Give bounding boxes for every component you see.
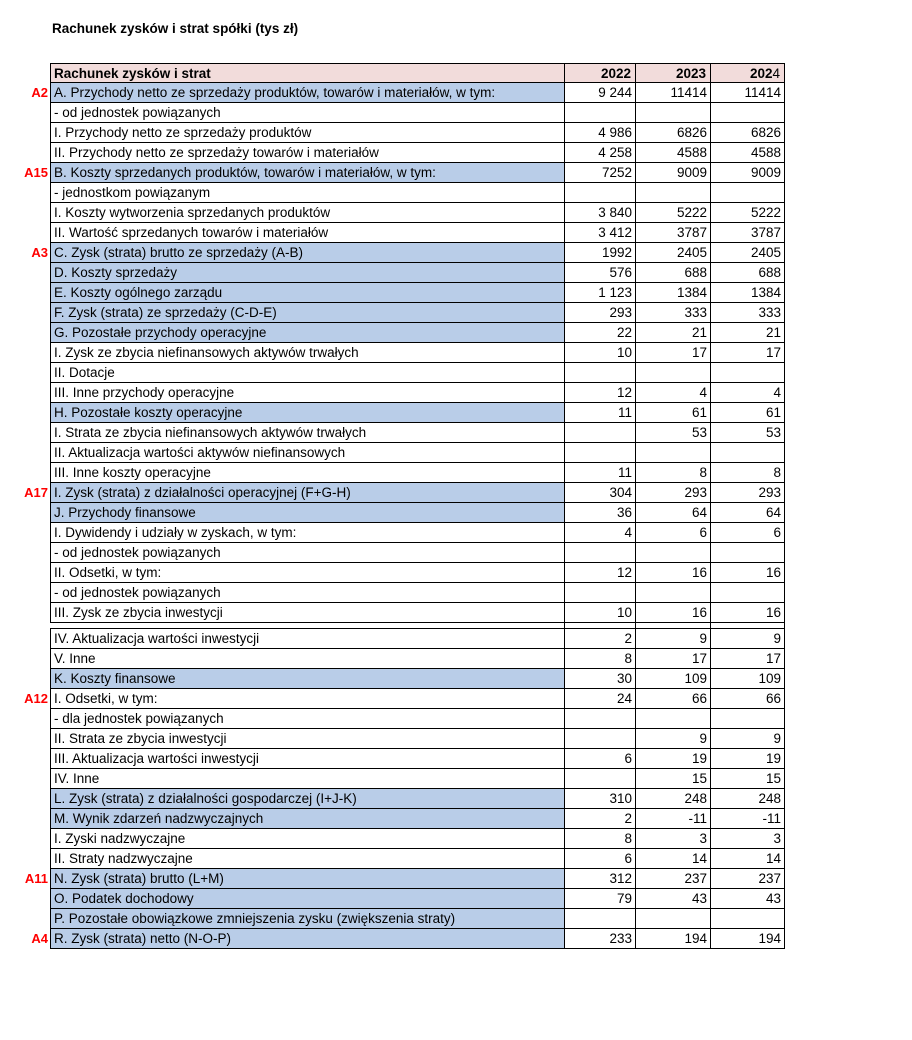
table-row (4, 123, 785, 143)
row-label: M. Wynik zdarzeń nadzwyczajnych (50, 809, 564, 829)
table-row (4, 343, 785, 363)
value-2023: 293 (635, 483, 710, 503)
value-2023: 6 (635, 523, 710, 543)
row-annotation (4, 203, 50, 223)
value-2023: 194 (635, 929, 710, 949)
row-label: I. Dywidendy i udziały w zyskach, w tym: (50, 523, 564, 543)
header-year-2024-regular-part: 4 (772, 66, 780, 81)
table-row (4, 829, 785, 849)
value-2024: 109 (710, 669, 785, 689)
table-row (4, 909, 785, 929)
value-2023: 9 (635, 729, 710, 749)
table-row (4, 103, 785, 123)
value-2023 (635, 103, 710, 123)
table-row (4, 629, 785, 649)
value-2022: 24 (564, 689, 635, 709)
row-annotation (4, 403, 50, 423)
value-2024 (710, 709, 785, 729)
row-label: III. Inne koszty operacyjne (50, 463, 564, 483)
value-2022: 11 (564, 463, 635, 483)
row-annotation (4, 669, 50, 689)
row-label: IV. Inne (50, 769, 564, 789)
row-annotation (4, 363, 50, 383)
header-year-2024 (710, 63, 785, 83)
value-2024 (710, 909, 785, 929)
row-annotation: A3 (31, 245, 48, 260)
table-row (4, 849, 785, 869)
value-2022: 304 (564, 483, 635, 503)
row-annotation (4, 183, 50, 203)
value-2024: 17 (710, 343, 785, 363)
value-2022: 3 412 (564, 223, 635, 243)
table-row (4, 323, 785, 343)
row-label: I. Zysk ze zbycia niefinansowych aktywów trwałych (50, 343, 564, 363)
table-row (4, 543, 785, 563)
value-2024: 333 (710, 303, 785, 323)
row-annotation (4, 443, 50, 463)
table-row (4, 223, 785, 243)
header-year-2022: 2022 (564, 63, 635, 83)
value-2023: 61 (635, 403, 710, 423)
value-2022: 79 (564, 889, 635, 909)
row-label: J. Przychody finansowe (50, 503, 564, 523)
row-annotation (4, 543, 50, 563)
value-2024: 3787 (710, 223, 785, 243)
row-label: II. Strata ze zbycia inwestycji (50, 729, 564, 749)
value-2023: 4588 (635, 143, 710, 163)
table-row (4, 603, 785, 623)
value-2023: 248 (635, 789, 710, 809)
value-2022: 576 (564, 263, 635, 283)
value-2022: 7252 (564, 163, 635, 183)
row-annotation (4, 583, 50, 603)
value-2022: 8 (564, 649, 635, 669)
table-row (4, 363, 785, 383)
row-annotation (4, 503, 50, 523)
value-2023: 5222 (635, 203, 710, 223)
value-2023 (635, 443, 710, 463)
table-row (4, 203, 785, 223)
value-2024: 9 (710, 729, 785, 749)
row-label: - jednostkom powiązanym (50, 183, 564, 203)
value-2023: 3787 (635, 223, 710, 243)
value-2023 (635, 909, 710, 929)
annotation-column-spacer (4, 63, 50, 83)
row-annotation (4, 463, 50, 483)
row-label: II. Przychody netto ze sprzedaży towarów i materiałów (50, 143, 564, 163)
value-2024: 6826 (710, 123, 785, 143)
row-label: V. Inne (50, 649, 564, 669)
row-label: I. Zyski nadzwyczajne (50, 829, 564, 849)
value-2022 (564, 363, 635, 383)
value-2023: 237 (635, 869, 710, 889)
value-2024: 15 (710, 769, 785, 789)
value-2023: 14 (635, 849, 710, 869)
row-label: O. Podatek dochodowy (50, 889, 564, 909)
row-annotation (4, 809, 50, 829)
value-2024: 14 (710, 849, 785, 869)
row-label: III. Inne przychody operacyjne (50, 383, 564, 403)
value-2024: 21 (710, 323, 785, 343)
value-2024: 2405 (710, 243, 785, 263)
row-annotation (4, 383, 50, 403)
value-2022: 6 (564, 849, 635, 869)
value-2024: 17 (710, 649, 785, 669)
value-2022: 10 (564, 343, 635, 363)
value-2022: 12 (564, 383, 635, 403)
row-label: C. Zysk (strata) brutto ze sprzedaży (A-B) (50, 243, 564, 263)
table-row (4, 283, 785, 303)
value-2024: 19 (710, 749, 785, 769)
value-2024 (710, 443, 785, 463)
table-row (4, 729, 785, 749)
value-2022 (564, 103, 635, 123)
value-2024: 53 (710, 423, 785, 443)
value-2022 (564, 583, 635, 603)
row-label: I. Strata ze zbycia niefinansowych aktywów trwałych (50, 423, 564, 443)
row-label: I. Odsetki, w tym: (50, 689, 564, 709)
value-2023: 109 (635, 669, 710, 689)
value-2024: 194 (710, 929, 785, 949)
value-2023: 11414 (635, 83, 710, 103)
table-row (4, 889, 785, 909)
row-annotation (4, 263, 50, 283)
value-2024 (710, 363, 785, 383)
table-row (4, 303, 785, 323)
row-annotation (4, 909, 50, 929)
row-annotation (4, 889, 50, 909)
row-annotation (4, 143, 50, 163)
table-row (4, 263, 785, 283)
value-2022 (564, 729, 635, 749)
row-annotation: A17 (24, 485, 48, 500)
value-2024: 237 (710, 869, 785, 889)
value-2024: 248 (710, 789, 785, 809)
value-2024: 11414 (710, 83, 785, 103)
row-label: B. Koszty sprzedanych produktów, towarów i materiałów, w tym: (50, 163, 564, 183)
row-label: G. Pozostałe przychody operacyjne (50, 323, 564, 343)
value-2024: 43 (710, 889, 785, 909)
row-label: P. Pozostałe obowiązkowe zmniejszenia zysku (zwiększenia straty) (50, 909, 564, 929)
row-label: - od jednostek powiązanych (50, 583, 564, 603)
row-annotation: A15 (24, 165, 48, 180)
row-label: A. Przychody netto ze sprzedaży produktów, towarów i materiałów, w tym: (50, 83, 564, 103)
value-2024: 64 (710, 503, 785, 523)
row-annotation (4, 789, 50, 809)
value-2024: 9009 (710, 163, 785, 183)
value-2023: 16 (635, 563, 710, 583)
value-2023: 6826 (635, 123, 710, 143)
value-2023 (635, 543, 710, 563)
value-2022: 6 (564, 749, 635, 769)
table-row (4, 523, 785, 543)
value-2024: 5222 (710, 203, 785, 223)
value-2024: 1384 (710, 283, 785, 303)
value-2024: 4588 (710, 143, 785, 163)
value-2022 (564, 769, 635, 789)
value-2023: -11 (635, 809, 710, 829)
table-row (4, 649, 785, 669)
value-2023: 43 (635, 889, 710, 909)
row-annotation (4, 849, 50, 869)
row-label: R. Zysk (strata) netto (N-O-P) (50, 929, 564, 949)
value-2022: 3 840 (564, 203, 635, 223)
value-2024 (710, 183, 785, 203)
row-annotation (4, 523, 50, 543)
table-row (4, 483, 785, 503)
value-2024: 8 (710, 463, 785, 483)
table-row (4, 869, 785, 889)
value-2023: 333 (635, 303, 710, 323)
value-2024: 66 (710, 689, 785, 709)
row-label: II. Odsetki, w tym: (50, 563, 564, 583)
value-2022: 8 (564, 829, 635, 849)
row-label: II. Dotacje (50, 363, 564, 383)
value-2023 (635, 183, 710, 203)
header-label: Rachunek zysków i strat (50, 63, 564, 83)
row-annotation (4, 769, 50, 789)
row-annotation (4, 123, 50, 143)
header-year-2023: 2023 (635, 63, 710, 83)
value-2023: 66 (635, 689, 710, 709)
row-annotation (4, 749, 50, 769)
row-label: L. Zysk (strata) z działalności gospodarczej (I+J-K) (50, 789, 564, 809)
row-annotation (4, 649, 50, 669)
value-2022 (564, 183, 635, 203)
row-annotation: A2 (31, 85, 48, 100)
value-2024: 6 (710, 523, 785, 543)
value-2023 (635, 709, 710, 729)
row-annotation (4, 103, 50, 123)
value-2023: 3 (635, 829, 710, 849)
table-row (4, 243, 785, 263)
table-row (4, 709, 785, 729)
value-2024 (710, 103, 785, 123)
row-label: H. Pozostałe koszty operacyjne (50, 403, 564, 423)
value-2023: 17 (635, 649, 710, 669)
value-2023: 4 (635, 383, 710, 403)
table-header-row (4, 63, 785, 83)
value-2024: 293 (710, 483, 785, 503)
row-annotation (4, 223, 50, 243)
value-2024: 16 (710, 603, 785, 623)
table-row (4, 929, 785, 949)
row-annotation (4, 343, 50, 363)
row-label: I. Koszty wytworzenia sprzedanych produktów (50, 203, 564, 223)
value-2022: 9 244 (564, 83, 635, 103)
table-row (4, 749, 785, 769)
row-label: III. Zysk ze zbycia inwestycji (50, 603, 564, 623)
row-annotation (4, 323, 50, 343)
value-2023: 2405 (635, 243, 710, 263)
value-2022: 312 (564, 869, 635, 889)
value-2023: 53 (635, 423, 710, 443)
value-2022 (564, 443, 635, 463)
row-label: II. Aktualizacja wartości aktywów niefinansowych (50, 443, 564, 463)
value-2023: 21 (635, 323, 710, 343)
table-row (4, 789, 785, 809)
value-2024 (710, 543, 785, 563)
row-annotation: A11 (24, 871, 48, 886)
value-2022: 1 123 (564, 283, 635, 303)
value-2024: 9 (710, 629, 785, 649)
row-label: I. Przychody netto ze sprzedaży produktów (50, 123, 564, 143)
value-2024: 61 (710, 403, 785, 423)
value-2022 (564, 709, 635, 729)
value-2023: 17 (635, 343, 710, 363)
table-row (4, 503, 785, 523)
value-2022: 12 (564, 563, 635, 583)
row-label: F. Zysk (strata) ze sprzedaży (C-D-E) (50, 303, 564, 323)
table-row (4, 383, 785, 403)
row-annotation (4, 629, 50, 649)
value-2024: -11 (710, 809, 785, 829)
table-row (4, 443, 785, 463)
row-annotation (4, 563, 50, 583)
value-2022: 4 (564, 523, 635, 543)
row-label: - od jednostek powiązanych (50, 543, 564, 563)
header-year-2024-bold-part: 202 (749, 66, 773, 81)
value-2022: 310 (564, 789, 635, 809)
table-row (4, 183, 785, 203)
row-annotation (4, 829, 50, 849)
value-2022 (564, 909, 635, 929)
value-2023 (635, 363, 710, 383)
value-2024: 3 (710, 829, 785, 849)
page-title: Rachunek zysków i strat spółki (tys zł) (52, 21, 299, 36)
value-2022: 11 (564, 403, 635, 423)
value-2022: 36 (564, 503, 635, 523)
value-2023: 64 (635, 503, 710, 523)
row-label: - od jednostek powiązanych (50, 103, 564, 123)
table-row (4, 809, 785, 829)
table-row (4, 689, 785, 709)
row-annotation (4, 709, 50, 729)
row-annotation: A4 (31, 931, 48, 946)
table-row (4, 769, 785, 789)
row-label: IV. Aktualizacja wartości inwestycji (50, 629, 564, 649)
value-2023 (635, 583, 710, 603)
value-2024: 688 (710, 263, 785, 283)
row-annotation (4, 283, 50, 303)
value-2023: 19 (635, 749, 710, 769)
row-label: - dla jednostek powiązanych (50, 709, 564, 729)
value-2024: 16 (710, 563, 785, 583)
row-annotation (4, 603, 50, 623)
value-2023: 16 (635, 603, 710, 623)
value-2023: 9 (635, 629, 710, 649)
row-annotation (4, 423, 50, 443)
row-label: E. Koszty ogólnego zarządu (50, 283, 564, 303)
row-label: N. Zysk (strata) brutto (L+M) (50, 869, 564, 889)
value-2022: 4 986 (564, 123, 635, 143)
table-row (4, 403, 785, 423)
table-row (4, 563, 785, 583)
row-label: K. Koszty finansowe (50, 669, 564, 689)
value-2022: 22 (564, 323, 635, 343)
value-2022: 30 (564, 669, 635, 689)
table-row (4, 583, 785, 603)
value-2023: 9009 (635, 163, 710, 183)
value-2022 (564, 423, 635, 443)
row-label: II. Straty nadzwyczajne (50, 849, 564, 869)
value-2022 (564, 543, 635, 563)
value-2023: 8 (635, 463, 710, 483)
value-2024 (710, 583, 785, 603)
row-annotation: A12 (24, 691, 48, 706)
table-row (4, 83, 785, 103)
row-annotation (4, 303, 50, 323)
table-row (4, 163, 785, 183)
value-2022: 233 (564, 929, 635, 949)
value-2023: 1384 (635, 283, 710, 303)
row-annotation (4, 729, 50, 749)
value-2022: 2 (564, 809, 635, 829)
table-row (4, 463, 785, 483)
row-label: III. Aktualizacja wartości inwestycji (50, 749, 564, 769)
row-label: II. Wartość sprzedanych towarów i materiałów (50, 223, 564, 243)
value-2022: 2 (564, 629, 635, 649)
table-row (4, 423, 785, 443)
table-row (4, 143, 785, 163)
value-2024: 4 (710, 383, 785, 403)
table-row (4, 669, 785, 689)
value-2022: 1992 (564, 243, 635, 263)
value-2022: 10 (564, 603, 635, 623)
row-label: I. Zysk (strata) z działalności operacyjnej (F+G-H) (50, 483, 564, 503)
value-2023: 15 (635, 769, 710, 789)
profit-loss-table (4, 63, 785, 949)
value-2022: 293 (564, 303, 635, 323)
row-label: D. Koszty sprzedaży (50, 263, 564, 283)
value-2022: 4 258 (564, 143, 635, 163)
value-2023: 688 (635, 263, 710, 283)
